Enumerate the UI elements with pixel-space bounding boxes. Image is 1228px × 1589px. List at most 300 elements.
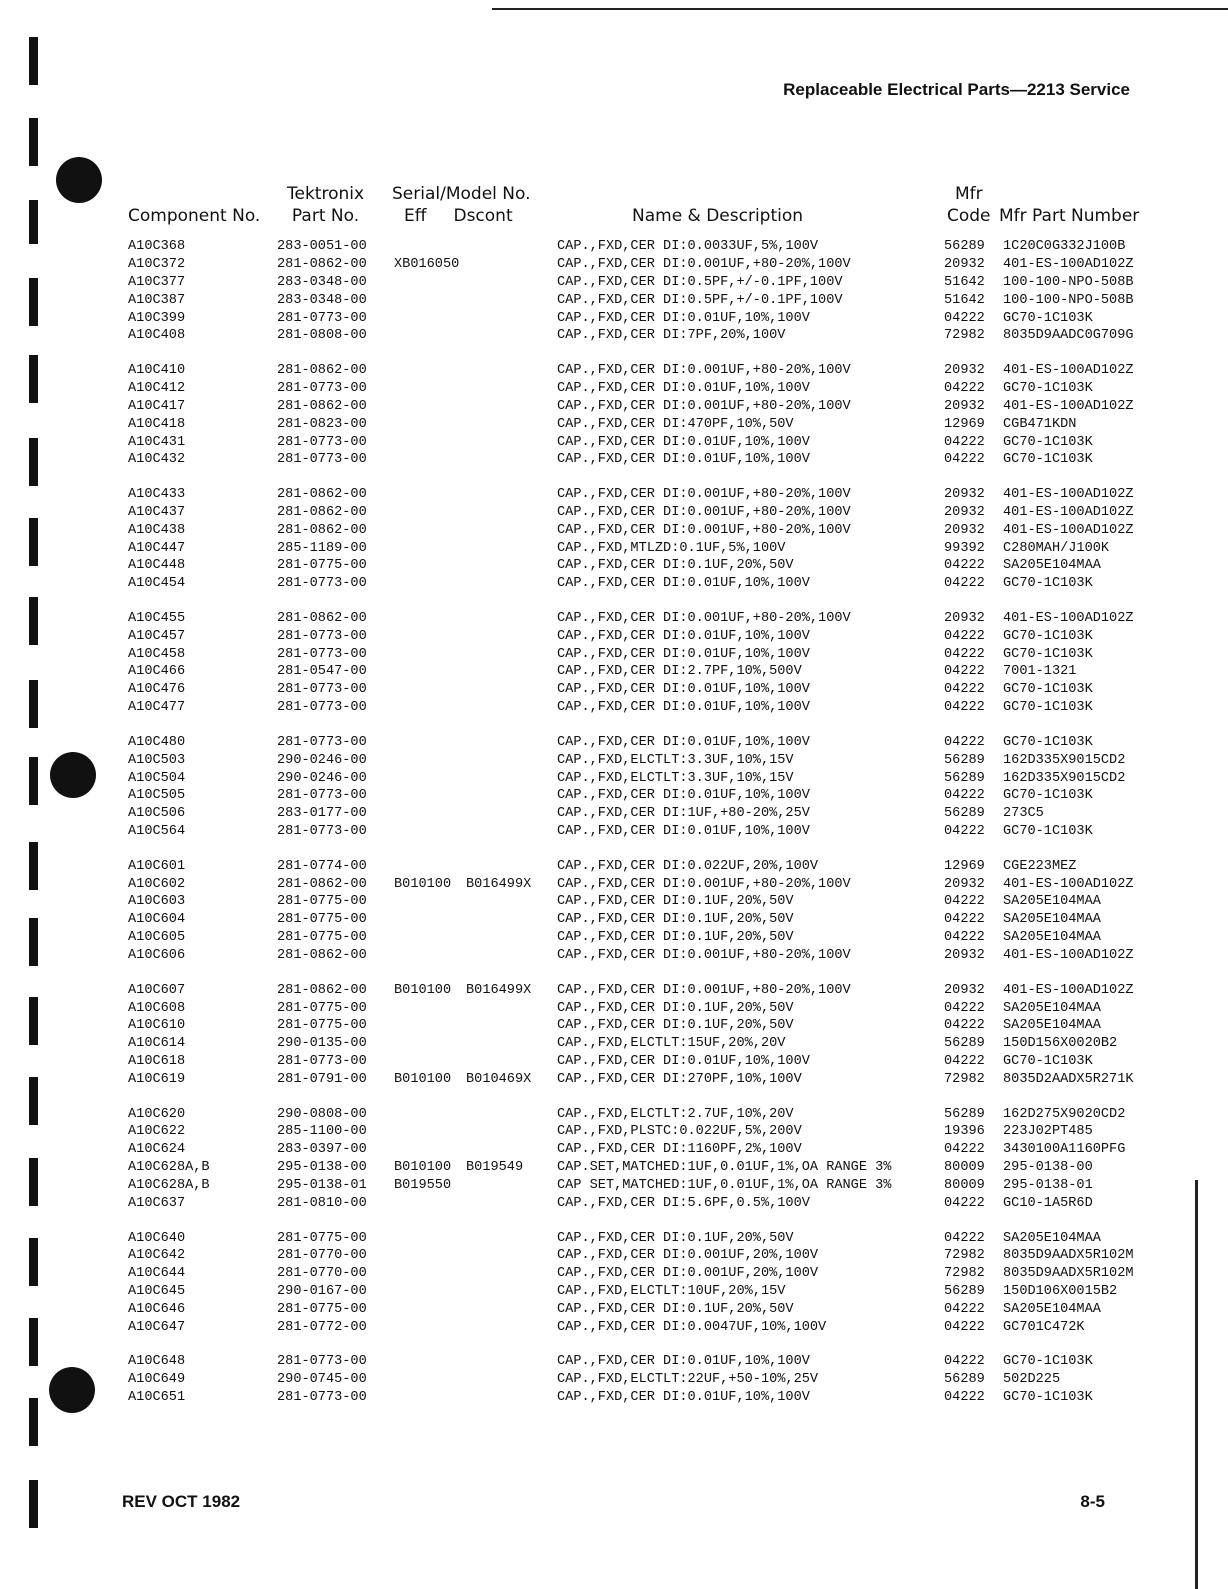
description: CAP.,FXD,CER DI:0.5PF,+/-0.1PF,100V bbox=[557, 292, 843, 308]
mfr-part-number: 100-100-NPO-508B bbox=[1003, 274, 1134, 290]
mfr-part-number: GC10-1A5R6D bbox=[1003, 1196, 1093, 1212]
part-no: 281-0775-00 bbox=[277, 1230, 367, 1246]
part-no: 281-0823-00 bbox=[277, 416, 367, 432]
mfr-part-number: 162D275X9020CD2 bbox=[1003, 1106, 1126, 1122]
component-no: A10C604 bbox=[128, 912, 186, 928]
mfr-part-number: GC701C472K bbox=[1003, 1319, 1085, 1335]
table-row bbox=[0, 504, 1228, 522]
serial-dscont: B016499X bbox=[466, 982, 532, 998]
mfr-code: 04222 bbox=[944, 930, 985, 946]
margin-bar bbox=[29, 1480, 38, 1528]
description: CAP.,FXD,CER DI:0.01UF,10%,100V bbox=[557, 576, 810, 592]
part-no: 281-0773-00 bbox=[277, 434, 367, 450]
row-group bbox=[0, 858, 1228, 965]
component-no: A10C649 bbox=[128, 1372, 186, 1388]
header-name-line1: Name & Description bbox=[632, 206, 804, 226]
component-no: A10C646 bbox=[128, 1302, 186, 1318]
component-no: A10C455 bbox=[128, 610, 186, 626]
table-row bbox=[0, 575, 1228, 593]
table-row bbox=[0, 1141, 1228, 1159]
part-no: 281-0773-00 bbox=[277, 682, 367, 698]
mfr-code: 04222 bbox=[944, 700, 985, 716]
mfr-code: 20932 bbox=[944, 982, 985, 998]
description: CAP.,FXD,CER DI:0.01UF,10%,100V bbox=[557, 788, 810, 804]
description: CAP.,FXD,CER DI:0.001UF,+80-20%,100V bbox=[557, 522, 851, 538]
part-no: 281-0773-00 bbox=[277, 576, 367, 592]
table-row bbox=[0, 1123, 1228, 1141]
table-row bbox=[0, 876, 1228, 894]
table-row bbox=[0, 1071, 1228, 1089]
part-no: 283-0348-00 bbox=[277, 274, 367, 290]
mfr-code: 04222 bbox=[944, 628, 985, 644]
table-row bbox=[0, 628, 1228, 646]
table-row bbox=[0, 699, 1228, 717]
component-no: A10C477 bbox=[128, 700, 186, 716]
table-row bbox=[0, 1265, 1228, 1283]
mfr-part-number: 162D335X9015CD2 bbox=[1003, 752, 1126, 768]
description: CAP.,FXD,CER DI:0.01UF,10%,100V bbox=[557, 434, 810, 450]
part-no: 281-0775-00 bbox=[277, 894, 367, 910]
mfr-code: 20932 bbox=[944, 948, 985, 964]
description: CAP.,FXD,CER DI:0.001UF,+80-20%,100V bbox=[557, 982, 851, 998]
part-no: 281-0773-00 bbox=[277, 452, 367, 468]
mfr-code: 04222 bbox=[944, 912, 985, 928]
component-no: A10C418 bbox=[128, 416, 186, 432]
component-no: A10C602 bbox=[128, 876, 186, 892]
component-no: A10C642 bbox=[128, 1248, 186, 1264]
table-row bbox=[0, 770, 1228, 788]
table-row bbox=[0, 1353, 1228, 1371]
description: CAP.,FXD,CER DI:0.01UF,10%,100V bbox=[557, 310, 810, 326]
mfr-code: 20932 bbox=[944, 610, 985, 626]
table-row bbox=[0, 451, 1228, 469]
description: CAP.,FXD,CER DI:0.01UF,10%,100V bbox=[557, 700, 810, 716]
component-no: A10C607 bbox=[128, 982, 186, 998]
serial-eff: B010100 bbox=[394, 876, 452, 892]
table-row bbox=[0, 416, 1228, 434]
table-row bbox=[0, 1301, 1228, 1319]
table-row bbox=[0, 752, 1228, 770]
description: CAP.,FXD,CER DI:0.01UF,10%,100V bbox=[557, 628, 810, 644]
mfr-code: 19396 bbox=[944, 1124, 985, 1140]
part-no: 281-0775-00 bbox=[277, 1000, 367, 1016]
component-no: A10C648 bbox=[128, 1354, 186, 1370]
mfr-part-number: GC70-1C103K bbox=[1003, 1354, 1093, 1370]
mfr-part-number: GC70-1C103K bbox=[1003, 824, 1093, 840]
part-no: 281-0775-00 bbox=[277, 912, 367, 928]
description: CAP.,FXD,ELCTLT:2.7UF,10%,20V bbox=[557, 1106, 794, 1122]
table-row bbox=[0, 434, 1228, 452]
row-group bbox=[0, 734, 1228, 841]
mfr-part-number: 295-0138-01 bbox=[1003, 1178, 1093, 1194]
description: CAP.,FXD,CER DI:470PF,10%,50V bbox=[557, 416, 794, 432]
description: CAP.,FXD,CER DI:7PF,20%,100V bbox=[557, 328, 786, 344]
component-no: A10C504 bbox=[128, 770, 186, 786]
table-row bbox=[0, 362, 1228, 380]
part-no: 281-0773-00 bbox=[277, 646, 367, 662]
part-no: 283-0348-00 bbox=[277, 292, 367, 308]
component-no: A10C480 bbox=[128, 734, 186, 750]
part-no: 281-0862-00 bbox=[277, 256, 367, 272]
mfr-part-number: SA205E104MAA bbox=[1003, 930, 1101, 946]
mfr-code: 56289 bbox=[944, 752, 985, 768]
mfr-part-number: GC70-1C103K bbox=[1003, 700, 1093, 716]
description: CAP.,FXD,CER DI:1UF,+80-20%,25V bbox=[557, 806, 810, 822]
mfr-code: 72982 bbox=[944, 1266, 985, 1282]
mfr-part-number: SA205E104MAA bbox=[1003, 1302, 1101, 1318]
part-no: 295-0138-00 bbox=[277, 1160, 367, 1176]
header-code-line2: Code bbox=[947, 206, 991, 226]
part-no: 290-0167-00 bbox=[277, 1284, 367, 1300]
row-group bbox=[0, 1353, 1228, 1407]
table-row bbox=[0, 787, 1228, 805]
table-row bbox=[0, 1371, 1228, 1389]
mfr-part-number: 295-0138-00 bbox=[1003, 1160, 1093, 1176]
table-row bbox=[0, 1106, 1228, 1124]
component-no: A10C457 bbox=[128, 628, 186, 644]
component-no: A10C368 bbox=[128, 239, 186, 254]
description: CAP.,FXD,CER DI:270PF,10%,100V bbox=[557, 1072, 802, 1088]
table-row bbox=[0, 398, 1228, 416]
part-no: 281-0773-00 bbox=[277, 734, 367, 750]
part-no: 285-1189-00 bbox=[277, 540, 367, 556]
part-no: 281-0770-00 bbox=[277, 1266, 367, 1282]
mfr-part-number: 8035D9AADC0G709G bbox=[1003, 328, 1134, 344]
table-row bbox=[0, 663, 1228, 681]
serial-dscont: B010469X bbox=[466, 1072, 532, 1088]
mfr-code: 04222 bbox=[944, 1054, 985, 1070]
component-no: A10C417 bbox=[128, 398, 186, 414]
part-no: 281-0775-00 bbox=[277, 558, 367, 574]
mfr-part-number: GC70-1C103K bbox=[1003, 576, 1093, 592]
mfr-part-number: GC70-1C103K bbox=[1003, 682, 1093, 698]
part-no: 281-0862-00 bbox=[277, 504, 367, 520]
mfr-part-number: 3430100A1160PFG bbox=[1003, 1142, 1126, 1158]
header-tektronix-part-no bbox=[287, 183, 364, 227]
component-no: A10C410 bbox=[128, 362, 186, 378]
description: CAP.,FXD,CER DI:0.1UF,20%,50V bbox=[557, 1302, 794, 1318]
description: CAP.,FXD,CER DI:0.1UF,20%,50V bbox=[557, 1230, 794, 1246]
component-no: A10C564 bbox=[128, 824, 186, 840]
part-no: 290-0246-00 bbox=[277, 752, 367, 768]
mfr-code: 04222 bbox=[944, 1230, 985, 1246]
mfr-code: 04222 bbox=[944, 1000, 985, 1016]
mfr-code: 72982 bbox=[944, 328, 985, 344]
row-group bbox=[0, 1230, 1228, 1337]
part-no: 285-1100-00 bbox=[277, 1124, 367, 1140]
description: CAP.,FXD,CER DI:0.1UF,20%,50V bbox=[557, 1000, 794, 1016]
part-no: 281-0810-00 bbox=[277, 1196, 367, 1212]
part-no: 290-0808-00 bbox=[277, 1106, 367, 1122]
serial-eff: B010100 bbox=[394, 1072, 452, 1088]
mfr-code: 12969 bbox=[944, 858, 985, 874]
description: CAP.,FXD,CER DI:0.001UF,20%,100V bbox=[557, 1248, 819, 1264]
component-no: A10C437 bbox=[128, 504, 186, 520]
mfr-part-number: SA205E104MAA bbox=[1003, 1000, 1101, 1016]
description: CAP.,FXD,CER DI:0.1UF,20%,50V bbox=[557, 912, 794, 928]
mfr-code: 04222 bbox=[944, 452, 985, 468]
mfr-code: 51642 bbox=[944, 292, 985, 308]
mfr-part-number: 1C20C0G332J100B bbox=[1003, 239, 1126, 254]
part-no: 281-0775-00 bbox=[277, 1018, 367, 1034]
description: CAP.,FXD,CER DI:0.5PF,+/-0.1PF,100V bbox=[557, 274, 843, 290]
table-row bbox=[0, 1195, 1228, 1213]
punch-hole bbox=[56, 157, 102, 203]
serial-dscont: B016499X bbox=[466, 876, 532, 892]
mfr-part-number: 401-ES-100AD102Z bbox=[1003, 256, 1134, 272]
part-no: 295-0138-01 bbox=[277, 1178, 367, 1194]
mfr-code: 56289 bbox=[944, 1036, 985, 1052]
description: CAP.,FXD,CER DI:0.1UF,20%,50V bbox=[557, 930, 794, 946]
table-row bbox=[0, 238, 1228, 256]
component-no: A10C432 bbox=[128, 452, 186, 468]
mfr-code: 04222 bbox=[944, 682, 985, 698]
component-no: A10C610 bbox=[128, 1018, 186, 1034]
mfr-part-number: 401-ES-100AD102Z bbox=[1003, 398, 1134, 414]
part-no: 290-0135-00 bbox=[277, 1036, 367, 1052]
component-no: A10C505 bbox=[128, 788, 186, 804]
mfr-code: 56289 bbox=[944, 1106, 985, 1122]
description: CAP.,FXD,CER DI:0.001UF,+80-20%,100V bbox=[557, 398, 851, 414]
header-serial-model-no bbox=[392, 183, 531, 227]
mfr-code: 20932 bbox=[944, 486, 985, 502]
component-no: A10C647 bbox=[128, 1319, 186, 1335]
table-row bbox=[0, 947, 1228, 965]
revision-date: REV OCT 1982 bbox=[122, 1492, 241, 1511]
mfr-part-number: 8035D9AADX5R102M bbox=[1003, 1248, 1134, 1264]
header-mfr-code bbox=[947, 183, 991, 227]
table-row bbox=[0, 274, 1228, 292]
component-no: A10C433 bbox=[128, 486, 186, 502]
mfr-code: 04222 bbox=[944, 576, 985, 592]
description: CAP.,FXD,ELCTLT:3.3UF,10%,15V bbox=[557, 752, 794, 768]
serial-eff: XB016050 bbox=[394, 256, 460, 272]
table-row bbox=[0, 1177, 1228, 1195]
mfr-code: 04222 bbox=[944, 1018, 985, 1034]
page-title: Replaceable Electrical Parts—2213 Service bbox=[783, 80, 1130, 99]
mfr-code: 04222 bbox=[944, 558, 985, 574]
component-no: A10C605 bbox=[128, 930, 186, 946]
table-row bbox=[0, 292, 1228, 310]
table-row bbox=[0, 646, 1228, 664]
margin-bar bbox=[29, 37, 38, 85]
component-no: A10C454 bbox=[128, 576, 186, 592]
description: CAP.,FXD,MTLZD:0.1UF,5%,100V bbox=[557, 540, 786, 556]
mfr-part-number: 100-100-NPO-508B bbox=[1003, 292, 1134, 308]
table-row bbox=[0, 734, 1228, 752]
description: CAP.,FXD,CER DI:0.1UF,20%,50V bbox=[557, 894, 794, 910]
part-no: 281-0862-00 bbox=[277, 362, 367, 378]
table-row bbox=[0, 310, 1228, 328]
mfr-part-number: CGB471KDN bbox=[1003, 416, 1077, 432]
table-row bbox=[0, 1017, 1228, 1035]
mfr-code: 04222 bbox=[944, 1354, 985, 1370]
description: CAP.,FXD,CER DI:0.1UF,20%,50V bbox=[557, 1018, 794, 1034]
table-row bbox=[0, 911, 1228, 929]
page-number: 8-5 bbox=[1080, 1492, 1105, 1511]
description: CAP.,FXD,CER DI:0.01UF,10%,100V bbox=[557, 380, 810, 396]
mfr-part-number: GC70-1C103K bbox=[1003, 788, 1093, 804]
part-no: 281-0862-00 bbox=[277, 610, 367, 626]
part-no: 281-0772-00 bbox=[277, 1319, 367, 1335]
mfr-part-number: 7001-1321 bbox=[1003, 664, 1077, 680]
header-serial-line1: Serial/Model No. bbox=[392, 184, 531, 204]
header-mfr-part-number bbox=[999, 183, 1139, 227]
component-no: A10C466 bbox=[128, 664, 186, 680]
component-no: A10C618 bbox=[128, 1054, 186, 1070]
description: CAP.,FXD,CER DI:0.022UF,20%,100V bbox=[557, 858, 819, 874]
header-component-line1: Component No. bbox=[128, 206, 261, 226]
row-group bbox=[0, 238, 1228, 345]
mfr-part-number: SA205E104MAA bbox=[1003, 1230, 1101, 1246]
mfr-code: 04222 bbox=[944, 1142, 985, 1158]
component-no: A10C614 bbox=[128, 1036, 186, 1052]
serial-eff: B010100 bbox=[394, 982, 452, 998]
component-no: A10C628A,B bbox=[128, 1160, 210, 1176]
mfr-code: 80009 bbox=[944, 1160, 985, 1176]
part-no: 281-0773-00 bbox=[277, 1354, 367, 1370]
description: CAP.,FXD,ELCTLT:22UF,+50-10%,25V bbox=[557, 1372, 819, 1388]
description: CAP.,FXD,CER DI:0.01UF,10%,100V bbox=[557, 1054, 810, 1070]
description: CAP.,FXD,CER DI:0.01UF,10%,100V bbox=[557, 452, 810, 468]
description: CAP.,FXD,CER DI:0.01UF,10%,100V bbox=[557, 646, 810, 662]
component-no: A10C640 bbox=[128, 1230, 186, 1246]
part-no: 290-0246-00 bbox=[277, 770, 367, 786]
mfr-code: 56289 bbox=[944, 770, 985, 786]
mfr-part-number: GC70-1C103K bbox=[1003, 734, 1093, 750]
table-row bbox=[0, 1159, 1228, 1177]
table-row bbox=[0, 540, 1228, 558]
description: CAP.,FXD,ELCTLT:3.3UF,10%,15V bbox=[557, 770, 794, 786]
description: CAP.,FXD,CER DI:0.001UF,+80-20%,100V bbox=[557, 610, 851, 626]
component-no: A10C651 bbox=[128, 1390, 186, 1406]
component-no: A10C503 bbox=[128, 752, 186, 768]
description: CAP.,FXD,CER DI:0.01UF,10%,100V bbox=[557, 734, 810, 750]
table-row bbox=[0, 486, 1228, 504]
table-row bbox=[0, 1389, 1228, 1407]
description: CAP.,FXD,PLSTC:0.022UF,5%,200V bbox=[557, 1124, 802, 1140]
mfr-part-number: 401-ES-100AD102Z bbox=[1003, 876, 1134, 892]
component-no: A10C645 bbox=[128, 1284, 186, 1300]
mfr-part-number: C280MAH/J100K bbox=[1003, 540, 1110, 556]
description: CAP.,FXD,CER DI:0.001UF,20%,100V bbox=[557, 1266, 819, 1282]
mfr-code: 20932 bbox=[944, 504, 985, 520]
part-no: 281-0774-00 bbox=[277, 858, 367, 874]
part-no: 281-0862-00 bbox=[277, 982, 367, 998]
mfr-part-number: SA205E104MAA bbox=[1003, 894, 1101, 910]
part-no: 281-0775-00 bbox=[277, 1302, 367, 1318]
mfr-part-number: GC70-1C103K bbox=[1003, 628, 1093, 644]
mfr-code: 04222 bbox=[944, 1196, 985, 1212]
mfr-code: 99392 bbox=[944, 540, 985, 556]
description: CAP.,FXD,CER DI:0.1UF,20%,50V bbox=[557, 558, 794, 574]
header-serial-line2: Eff Dscont bbox=[404, 206, 513, 226]
part-no: 281-0773-00 bbox=[277, 1390, 367, 1406]
header-part-line1: Tektronix bbox=[287, 184, 365, 204]
component-no: A10C448 bbox=[128, 558, 186, 574]
mfr-part-number: GC70-1C103K bbox=[1003, 1390, 1093, 1406]
mfr-code: 04222 bbox=[944, 788, 985, 804]
mfr-part-number: 223J02PT485 bbox=[1003, 1124, 1093, 1140]
part-no: 281-0862-00 bbox=[277, 398, 367, 414]
part-no: 281-0775-00 bbox=[277, 930, 367, 946]
table-row bbox=[0, 1053, 1228, 1071]
mfr-code: 20932 bbox=[944, 876, 985, 892]
mfr-code: 12969 bbox=[944, 416, 985, 432]
component-no: A10C377 bbox=[128, 274, 186, 290]
margin-bar bbox=[29, 118, 38, 166]
mfr-code: 04222 bbox=[944, 824, 985, 840]
mfr-part-number: 8035D9AADX5R102M bbox=[1003, 1266, 1134, 1282]
description: CAP.,FXD,CER DI:0.0033UF,5%,100V bbox=[557, 239, 819, 254]
mfr-code: 56289 bbox=[944, 1284, 985, 1300]
component-no: A10C603 bbox=[128, 894, 186, 910]
component-no: A10C644 bbox=[128, 1266, 186, 1282]
description: CAP.,FXD,CER DI:0.01UF,10%,100V bbox=[557, 682, 810, 698]
description: CAP.,FXD,CER DI:1160PF,2%,100V bbox=[557, 1142, 802, 1158]
mfr-code: 04222 bbox=[944, 1319, 985, 1335]
description: CAP.,FXD,CER DI:2.7PF,10%,500V bbox=[557, 664, 802, 680]
part-no: 281-0773-00 bbox=[277, 824, 367, 840]
description: CAP.SET,MATCHED:1UF,0.01UF,1%,OA RANGE 3% bbox=[557, 1160, 892, 1176]
part-no: 281-0773-00 bbox=[277, 788, 367, 804]
table-row bbox=[0, 929, 1228, 947]
table-row bbox=[0, 858, 1228, 876]
component-no: A10C624 bbox=[128, 1142, 186, 1158]
mfr-part-number: 401-ES-100AD102Z bbox=[1003, 486, 1134, 502]
component-no: A10C431 bbox=[128, 434, 186, 450]
part-no: 281-0773-00 bbox=[277, 380, 367, 396]
description: CAP.,FXD,CER DI:0.001UF,+80-20%,100V bbox=[557, 876, 851, 892]
mfr-part-number: 401-ES-100AD102Z bbox=[1003, 610, 1134, 626]
mfr-part-number: GC70-1C103K bbox=[1003, 1054, 1093, 1070]
row-group bbox=[0, 1106, 1228, 1213]
mfr-part-number: 401-ES-100AD102Z bbox=[1003, 948, 1134, 964]
part-no: 281-0808-00 bbox=[277, 328, 367, 344]
description: CAP.,FXD,CER DI:0.001UF,+80-20%,100V bbox=[557, 948, 851, 964]
component-no: A10C606 bbox=[128, 948, 186, 964]
mfr-code: 20932 bbox=[944, 362, 985, 378]
mfr-part-number: 401-ES-100AD102Z bbox=[1003, 362, 1134, 378]
table-row bbox=[0, 610, 1228, 628]
header-mpn-line1: Mfr Part Number bbox=[999, 206, 1140, 226]
mfr-part-number: GC70-1C103K bbox=[1003, 380, 1093, 396]
part-no: 283-0051-00 bbox=[277, 239, 367, 254]
row-group bbox=[0, 362, 1228, 469]
part-no: 281-0862-00 bbox=[277, 948, 367, 964]
mfr-part-number: 273C5 bbox=[1003, 806, 1044, 822]
mfr-code: 04222 bbox=[944, 380, 985, 396]
mfr-part-number: 150D106X0015B2 bbox=[1003, 1284, 1118, 1300]
mfr-part-number: 8035D2AADX5R271K bbox=[1003, 1072, 1134, 1088]
mfr-code: 04222 bbox=[944, 894, 985, 910]
table-row bbox=[0, 823, 1228, 841]
mfr-code: 04222 bbox=[944, 310, 985, 326]
mfr-part-number: 401-ES-100AD102Z bbox=[1003, 982, 1134, 998]
mfr-part-number: GC70-1C103K bbox=[1003, 434, 1093, 450]
header-component-no bbox=[128, 183, 260, 227]
component-no: A10C608 bbox=[128, 1000, 186, 1016]
row-group bbox=[0, 486, 1228, 593]
table-row bbox=[0, 1283, 1228, 1301]
part-no: 281-0773-00 bbox=[277, 310, 367, 326]
mfr-code: 04222 bbox=[944, 434, 985, 450]
mfr-code: 04222 bbox=[944, 646, 985, 662]
component-no: A10C412 bbox=[128, 380, 186, 396]
mfr-code: 04222 bbox=[944, 664, 985, 680]
mfr-code: 72982 bbox=[944, 1072, 985, 1088]
mfr-code: 72982 bbox=[944, 1248, 985, 1264]
